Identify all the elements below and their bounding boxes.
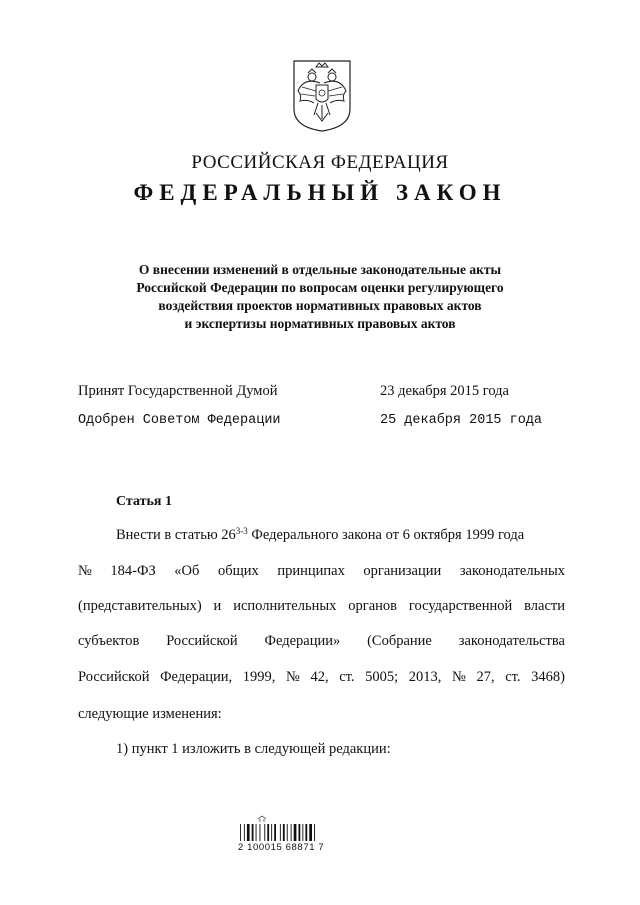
word: Федерации, bbox=[160, 669, 233, 685]
word: законодательных bbox=[459, 563, 565, 579]
word: № bbox=[452, 669, 466, 685]
word: субъектов bbox=[78, 633, 140, 649]
word: 2013, bbox=[408, 669, 442, 685]
country-name: РОССИЙСКАЯ ФЕДЕРАЦИЯ bbox=[191, 152, 449, 173]
list-item: 1) пункт 1 изложить в следующей редакции: bbox=[116, 741, 391, 757]
word: организации bbox=[363, 563, 442, 579]
word: (Собрание bbox=[367, 633, 432, 649]
word: (представительных) bbox=[78, 598, 202, 614]
duma-label: Принят Государственной Думой bbox=[78, 383, 278, 399]
word: 3468) bbox=[531, 669, 565, 685]
duma-date: 23 декабря 2015 года bbox=[380, 383, 509, 399]
document-type: ФЕДЕРАЛЬНЫЙ ЗАКОН bbox=[133, 180, 507, 205]
barcode-number: 2 100015 68871 7 bbox=[238, 842, 325, 853]
law-title-line: Российской Федерации по вопросам оценки регулирующего bbox=[136, 280, 504, 295]
law-title-line: О внесении изменений в отдельные законодательные акты bbox=[138, 262, 502, 277]
word: государственной bbox=[408, 598, 513, 614]
word: 42, bbox=[310, 669, 329, 685]
word: 5005; bbox=[365, 669, 399, 685]
word: власти bbox=[524, 598, 565, 614]
word: Российской bbox=[166, 633, 238, 649]
article-heading: Статья 1 bbox=[116, 494, 172, 509]
word: ст. bbox=[505, 669, 521, 685]
word: «Об bbox=[174, 563, 200, 579]
article-text-fragment: Внести в статью 26 bbox=[116, 527, 236, 543]
word: 1999, bbox=[242, 669, 276, 685]
word: 184-ФЗ bbox=[110, 563, 156, 579]
law-title-line: воздействия проектов нормативных правовых актов bbox=[158, 298, 482, 313]
council-date: 25 декабря 2015 года bbox=[380, 413, 543, 428]
word: Федерации» bbox=[264, 633, 341, 649]
article-text-line bbox=[116, 527, 565, 544]
word: 27, bbox=[476, 669, 495, 685]
word: исполнительных bbox=[233, 598, 337, 614]
article-text-line bbox=[78, 633, 565, 650]
article-text-line bbox=[78, 563, 565, 580]
law-title bbox=[60, 261, 580, 333]
word: № bbox=[286, 669, 300, 685]
coat-of-arms-icon bbox=[290, 57, 354, 133]
article-text-line: следующие изменения: bbox=[78, 706, 222, 722]
word: и bbox=[213, 598, 222, 614]
word: общих bbox=[217, 563, 259, 579]
article-text-fragment: Федерального закона от 6 октября 1999 года bbox=[247, 527, 525, 543]
council-label: Одобрен Советом Федерации bbox=[78, 413, 281, 428]
article-superscript: 3-3 bbox=[235, 526, 248, 536]
word: принципах bbox=[277, 563, 345, 579]
article-text-line bbox=[78, 598, 565, 615]
article-text-line bbox=[78, 669, 565, 686]
word: органов bbox=[348, 598, 397, 614]
law-title-line: и экспертизы нормативных правовых актов bbox=[184, 316, 456, 331]
word: ст. bbox=[339, 669, 355, 685]
barcode-icon bbox=[238, 815, 328, 863]
word: Российской bbox=[78, 669, 150, 685]
word: № bbox=[78, 563, 92, 579]
word: законодательства bbox=[458, 633, 565, 649]
